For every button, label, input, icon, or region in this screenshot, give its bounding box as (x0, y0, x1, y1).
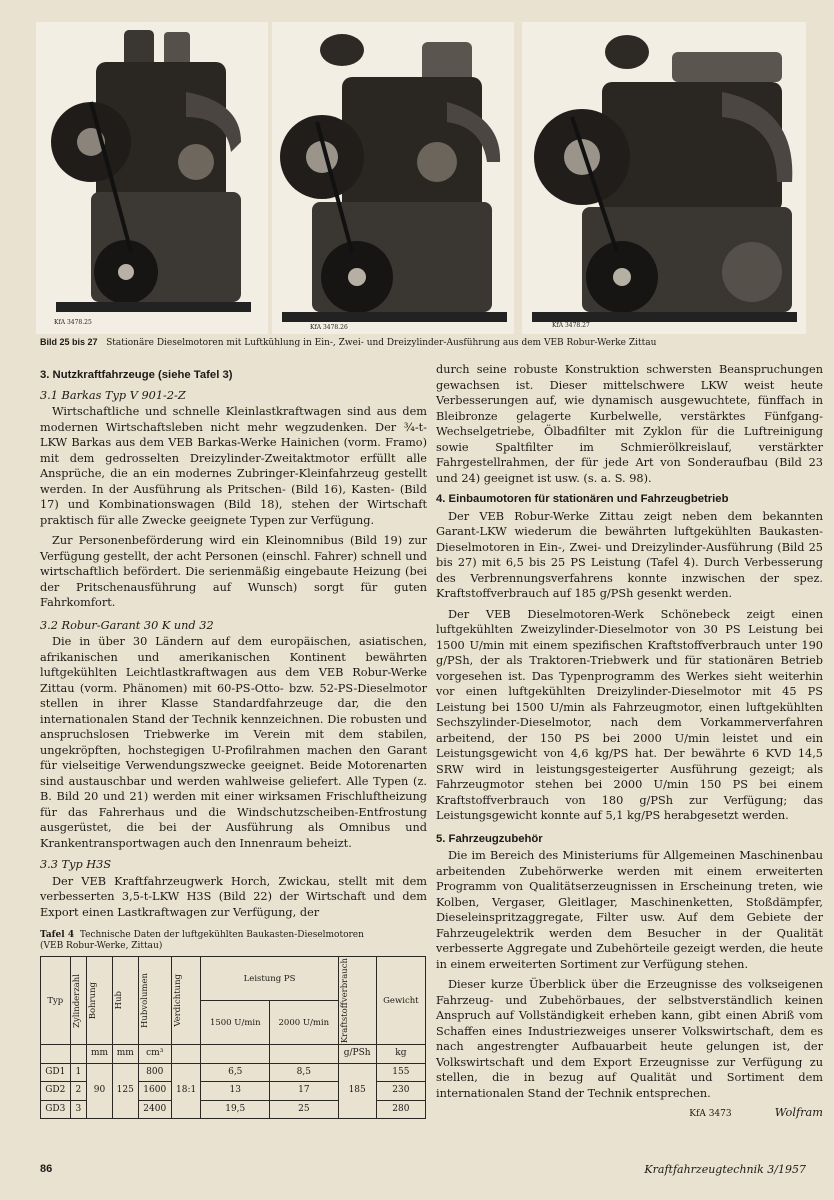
col-leistung-1500: 1500 U/min (201, 1001, 270, 1045)
kfa-code: KfA 3473 (689, 1109, 732, 1119)
paragraph: Dieser kurze Überblick über die Erzeugnisse des volkseigenen Fahrzeug- und Zubehörbaues, der selbstverständlich keinen Anspruch auf Vollständigkeit erheben kann, gibt einen Abriß vom Schaffen eines Industriezweiges unserer Volkswirtschaft, dem es nach angestrengter Aufbauarbeit heute gelungen ist, der Volkswirtschaft und dem Export Erzeugnisse zur Verfügung zu stellen, die in bezug auf Qualität und Sortiment dem internationalen Stand der Technik entsprechen. (436, 978, 823, 1100)
paragraph: Die im Bereich des Ministeriums für Allgemeinen Maschinenbau arbeitenden Zubehörwerke werden mit einem erweiterten Programm von Qualitätserzeugnissen in Erscheinung treten, wie Kolben, Vergaser, Gleitlager, Maschinenketten, Stoßdämpfer, Dieseleinspritzaggregate, Filter usw. Auf dem Gebiete der Fahrzeugelektrik werden dem Besucher in der Qualität verbesserte Aggregate und Zubehörteile gezeigt werden, die heute in einem erweiterten Sortiment zur Verfügung stehen. (436, 849, 823, 971)
heading-section-3: 3. Nutzkraftfahrzeuge (siehe Tafel 3) (40, 369, 233, 381)
col-kraftstoff: Kraftstoffverbrauch (338, 957, 376, 1045)
paragraph: Die in über 30 Ländern auf dem europäischen, asiatischen, afrikanischen und amerikanischen Kontinent bewährten luftgekühlten Leichtlastkraftwagen aus dem VEB Robur-Werke Zittau (vorm. Phänomen) mit 60-PS-Otto- bzw. 52-PS-Dieselmotor stellen in ihrer Klasse Standardfahrzeuge dar, die den internationalen Stand der Technik kennzeichnen. Die robusten und anspruchslosen Triebwerke im Verein mit dem stabilen, ungekröpften, hochstegigen U-Profilrahmen machen den Garant für vielseitige Verwendungszwecke geeignet. Beide Motorenarten sind austauschbar und werden wahlweise geliefert. Alle Typen (z. B. Bild 20 und 21) werden mit einer wirksamen Frischluftheizung für das Fahrerhaus und die Windschutzscheiben-Entfrostung ausgerüstet, die bei der Ausführung als Omnibus und Krankentransportwagen auch den Innenraum beheizt. (40, 635, 427, 850)
caption-text: Stationäre Dieselmotoren mit Luftkühlung in Ein-, Zwei- und Dreizylinder-Ausführung aus dem VEB Robur-Werke Zittau (106, 338, 657, 348)
photo-code: KfA 3478.25 (54, 319, 92, 326)
caption-label: Bild 25 bis 27 (40, 337, 98, 347)
shared-kraftstoff: 185 (338, 1063, 376, 1119)
left-column (40, 362, 427, 1119)
heading-section-5: 5. Fahrzeugzubehör (436, 832, 543, 845)
engine-photo-two-cylinder (272, 22, 514, 334)
photo-code: KfA 3478.26 (310, 324, 348, 331)
subheading-3-2: 3.2 Robur-Garant 30 K und 32 (40, 618, 214, 632)
engine-data-table (40, 956, 426, 1119)
paragraph: Der VEB Robur-Werke Zittau zeigt neben dem bekannten Garant-LKW wiederum die bewährten luftgekühlten Baukasten-Dieselmotoren in Ein-, Zwei- und Dreizylinder-Ausführung (Bild 25 bis 27) mit 6,5 bis 25 PS Leistung (Tafel 4). Durch Verbesserung des Verbrennungsverfahrens konnte inzwischen der spez. Kraftstoffverbrauch auf 185 g/PSh gesenkt werden. (436, 509, 823, 600)
page-number: 86 (40, 1163, 53, 1175)
engine-photo-single-cylinder (36, 22, 268, 334)
subheading-3-1: 3.1 Barkas Typ V 901-2-Z (40, 388, 186, 402)
table-block (40, 930, 427, 1119)
col-bohrung: Bohrung (87, 957, 113, 1045)
paragraph: durch seine robuste Konstruktion schwersten Beanspruchungen gewachsen ist. Dieser mittelschwere LKW weist heute Verbesserungen auf, wie dynamisch ausgewuchtete, fünffach in Bleibronze gelagerte Kurbelwelle, verstärktes Fünfgang-Wechselgetriebe, Ölbadfilter mit Zyklon für die Luftreinigung sowie Spaltfilter im Schmierölkreislauf, verstärkter Fahrgestellrahmen, der für jede Art von Sonderaufbau (Bild 23 und 24) geeignet ist usw. (s. a. S. 98). (436, 363, 823, 485)
paragraph: Wirtschaftliche und schnelle Kleinlastkraftwagen sind aus dem modernen Wirtschaftsleben nicht mehr wegzudenken. Der ¾-t-LKW Barkas aus dem VEB Barkas-Werke Hainichen (vorm. Framo) mit dem gedrosselten Dreizylinder-Zweitaktmotor erfüllt alle Ansprüche, die an ein modernes Zubringer-Kleinfahrzeug gestellt werden. In der Ausführung als Pritschen- (Bild 16), Kasten- (Bild 17) und Kombinationswagen (Bild 18), stehen der Wirtschaft praktisch für alle Zwecke geeignete Typen zur Verfügung. (40, 405, 427, 527)
col-typ: Typ (41, 957, 71, 1045)
signature-line (436, 1105, 823, 1123)
table-row: GD3 3 2400 19,5 25 280 (41, 1100, 426, 1119)
col-hub: Hub (112, 957, 138, 1045)
col-leistung-2000: 2000 U/min (270, 1001, 339, 1045)
table-description: Technische Daten der luftgekühlten Baukasten-Dieselmotoren (79, 930, 364, 940)
col-leistung: Leistung PS (201, 957, 338, 1001)
journal-name: Kraftfahrzeugtechnik 3/1957 (644, 1163, 806, 1176)
engine-photos (36, 22, 806, 334)
paragraph: Der VEB Dieselmotoren-Werk Schönebeck zeigt einen luftgekühlten Zweizylinder-Dieselmotor von 30 PS Leistung bei 1500 U/min mit einem spezifischen Kraftstoffverbrauch unter 190 g/PSh, der als Traktoren-Triebwerk und für stationären Betrieb vorgesehen ist. Das Typenprogramm des Werkes sieht weiterhin vor einen luftgekühlten Dreizylinder-Dieselmotor mit 45 PS Leistung bei 1500 U/min als Fahrzeugmotor, einen luftgekühlten Sechszylinder-Dieselmotor, nach dem Vorkammerverfahren arbeitend, der 150 PS bei 2000 U/min leistet und ein Leistungsgewicht von 4,6 kg/PS hat. Der bewährte 6 KVD 14,5 SRW wird in leistungsgesteigerter Ausführung gezeigt; als Fahrzeugmotor stehen bei 2000 U/min 150 PS bei einem Kraftstoffverbrauch von 180 g/PSh zur Verfügung; das Leistungsgewicht konnte auf 5,1 kg/PS herabgesetzt werden. (436, 607, 823, 822)
shared-bohrung: 90 (87, 1063, 113, 1119)
table-title: Tafel 4 (40, 930, 75, 940)
shared-hub: 125 (112, 1063, 138, 1119)
col-verdichtung: Verdichtung (171, 957, 201, 1045)
table-row: GD2 2 1600 13 17 230 (41, 1082, 426, 1101)
shared-verdichtung: 18:1 (171, 1063, 201, 1119)
figure-caption (40, 336, 800, 349)
col-hubvolumen: Hubvolumen (138, 957, 171, 1045)
paragraph: Zur Personenbeförderung wird ein Kleinomnibus (Bild 19) zur Verfügung gestellt, der acht Personen (einschl. Fahrer) schnell und wirtschaftlich befördert. Die serienmäßig eingebaute Heizung (bei der Pritschenausführung auf Wunsch) sorgt für guten Fahrkomfort. (40, 534, 427, 609)
col-zylinder: Zylinderzahl (70, 957, 87, 1045)
paragraph: Der VEB Kraftfahrzeugwerk Horch, Zwickau, stellt mit dem verbesserten 3,5-t-LKW H3S (Bild 22) der Wirtschaft und dem Export einen Lastkraftwagen zur Verfügung, der (40, 874, 427, 919)
col-gewicht: Gewicht (376, 957, 425, 1045)
units-row: mm mm cm³ g/PSh kg (41, 1045, 426, 1064)
heading-section-4: 4. Einbaumotoren für stationären und Fahrzeugbetrieb (436, 493, 729, 505)
table-row: GD1 1 90 125 800 18:1 6,5 8,5 185 155 (41, 1063, 426, 1082)
engine-photo-three-cylinder (522, 22, 806, 334)
table-description-2: (VEB Robur-Werke, Zittau) (40, 941, 163, 951)
right-column (436, 362, 823, 1123)
author: Wolfram (774, 1106, 823, 1119)
subheading-3-3: 3.3 Typ H3S (40, 858, 112, 871)
photo-code: KfA 3478.27 (552, 322, 590, 329)
table-caption (40, 930, 427, 952)
